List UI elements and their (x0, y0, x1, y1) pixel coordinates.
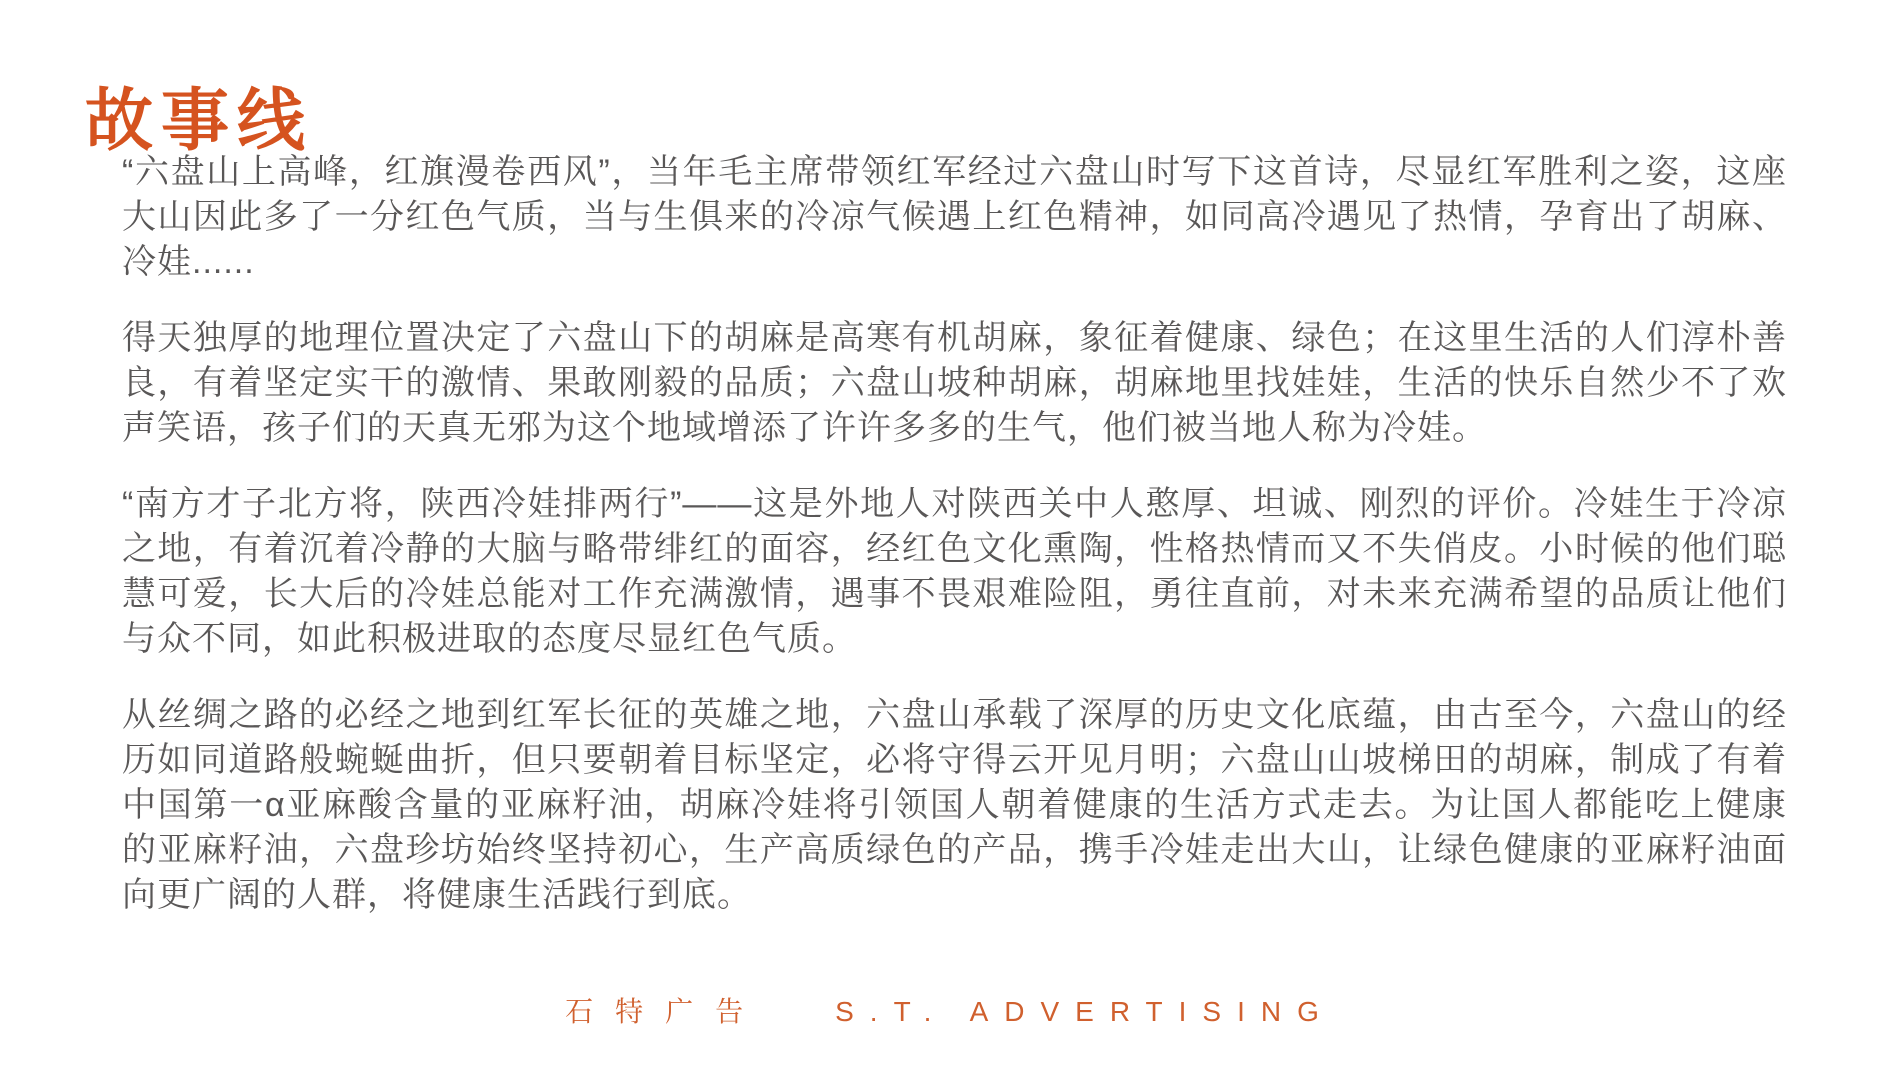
footer-brand (0, 990, 1900, 1030)
footer-company-name-cn: 石特广告 (565, 996, 766, 1027)
story-content (122, 150, 1787, 949)
story-paragraph-1: “六盘山上高峰，红旗漫卷西风”，当年毛主席带领红军经过六盘山时写下这首诗，尽显红军胜利之姿，这座大山因此多了一分红色气质，当与生俱来的冷凉气候遇上红色精神，如同高冷遇见了热情，孕育出了胡麻、冷娃...... (122, 153, 1787, 281)
story-paragraph-2: 得天独厚的地理位置决定了六盘山下的胡麻是高寒有机胡麻，象征着健康、绿色；在这里生活的人们淳朴善良，有着坚定实干的激情、果敢刚毅的品质；六盘山坡种胡麻，胡麻地里找娃娃，生活的快乐自然少不了欢声笑语，孩子们的天真无邪为这个地域增添了许许多多的生气，他们被当地人称为冷娃。 (122, 319, 1787, 447)
story-paragraph-3: “南方才子北方将，陕西冷娃排两行”——这是外地人对陕西关中人憨厚、坦诚、刚烈的评价。冷娃生于冷凉之地，有着沉着冷静的大脑与略带绯红的面容，经红色文化熏陶，性格热情而又不失俏皮。小时候的他们聪慧可爱，长大后的冷娃总能对工作充满激情，遇事不畏艰难险阻，勇往直前，对未来充满希望的品质让他们与众不同，如此积极进取的态度尽显红色气质。 (122, 485, 1787, 658)
story-paragraph-4: 从丝绸之路的必经之地到红军长征的英雄之地，六盘山承载了深厚的历史文化底蕴，由古至今，六盘山的经历如同道路般蜿蜒曲折，但只要朝着目标坚定，必将守得云开见月明；六盘山山坡梯田的胡麻，制成了有着中国第一α亚麻酸含量的亚麻籽油，胡麻冷娃将引领国人朝着健康的生活方式走去。为让国人都能吃上健康的亚麻籽油，六盘珍坊始终坚持初心，生产高质绿色的产品，携手冷娃走出大山，让绿色健康的亚麻籽油面向更广阔的人群，将健康生活践行到底。 (122, 696, 1787, 914)
footer-company-name-en: S.T. ADVERTISING (835, 996, 1335, 1027)
page-title: 故事线 (85, 82, 314, 159)
